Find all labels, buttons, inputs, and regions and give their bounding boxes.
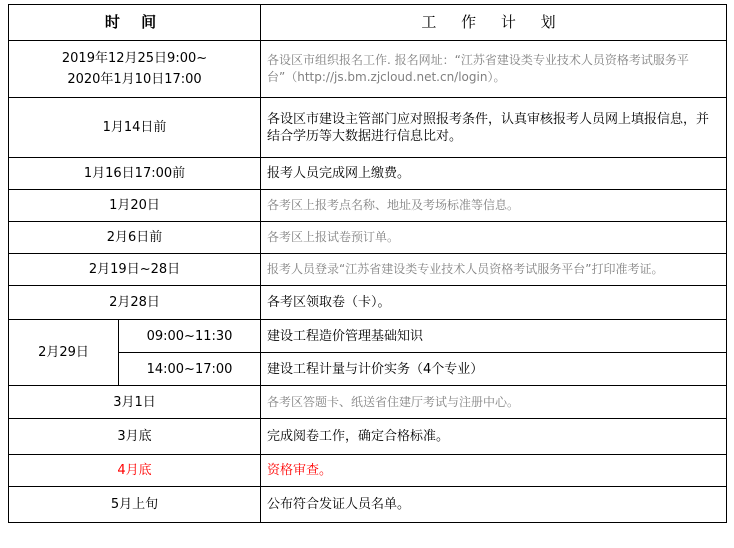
time-line: 2020年1月10日17:00 (67, 72, 202, 87)
plan-cell: 各考区领取卷（卡）。 (261, 286, 727, 320)
table-row (9, 455, 727, 487)
time-cell: 1月16日17:00前 (9, 158, 261, 190)
table-row (9, 190, 727, 222)
time-line: 2019年12月25日9:00~ (61, 51, 208, 66)
session-time-cell: 09:00~11:30 (119, 320, 261, 353)
plan-cell: 报考人员完成网上缴费。 (261, 158, 727, 190)
table-row (9, 98, 727, 158)
plan-cell: 报考人员登录“江苏省建设类专业技术人员资格考试服务平台”打印准考证。 (261, 254, 727, 286)
plan-cell: 各设区市建设主管部门应对照报考条件，认真审核报考人员网上填报信息，并结合学历等大数据进行信息比对。 (261, 98, 727, 158)
table-row (9, 487, 727, 523)
plan-header: 工 作 计 划 (261, 5, 727, 41)
table-row (9, 41, 727, 98)
schedule-table (8, 4, 727, 523)
time-cell: 1月14日前 (9, 98, 261, 158)
plan-cell: 建设工程计量与计价实务（4个专业） (261, 353, 727, 386)
time-cell: 4月底 (9, 455, 261, 487)
table-row (9, 222, 727, 254)
table-row (9, 320, 727, 353)
table-row (9, 286, 727, 320)
header-row (9, 5, 727, 41)
time-header: 时 间 (9, 5, 261, 41)
table-row (9, 254, 727, 286)
table-row (9, 158, 727, 190)
plan-cell: 各考区上报考点名称、地址及考场标准等信息。 (261, 190, 727, 222)
time-cell (9, 41, 261, 98)
time-cell: 2月19日~28日 (9, 254, 261, 286)
plan-cell: 建设工程造价管理基础知识 (261, 320, 727, 353)
table-row (9, 386, 727, 419)
time-cell: 3月1日 (9, 386, 261, 419)
plan-cell: 各设区市组织报名工作. 报名网址：“江苏省建设类专业技术人员资格考试服务平台”（http://js.bm.zjcloud.net.cn/login）。 (261, 41, 727, 98)
time-cell: 1月20日 (9, 190, 261, 222)
session-time-cell: 14:00~17:00 (119, 353, 261, 386)
plan-cell: 各考区答题卡、纸送省住建厅考试与注册中心。 (261, 386, 727, 419)
table-row (9, 419, 727, 455)
time-cell: 2月28日 (9, 286, 261, 320)
exam-date-cell: 2月29日 (9, 320, 119, 386)
plan-cell: 各考区上报试卷预订单。 (261, 222, 727, 254)
time-cell: 2月6日前 (9, 222, 261, 254)
plan-cell: 完成阅卷工作，确定合格标准。 (261, 419, 727, 455)
plan-cell: 资格审查。 (261, 455, 727, 487)
time-cell: 5月上旬 (9, 487, 261, 523)
plan-cell: 公布符合发证人员名单。 (261, 487, 727, 523)
time-cell: 3月底 (9, 419, 261, 455)
